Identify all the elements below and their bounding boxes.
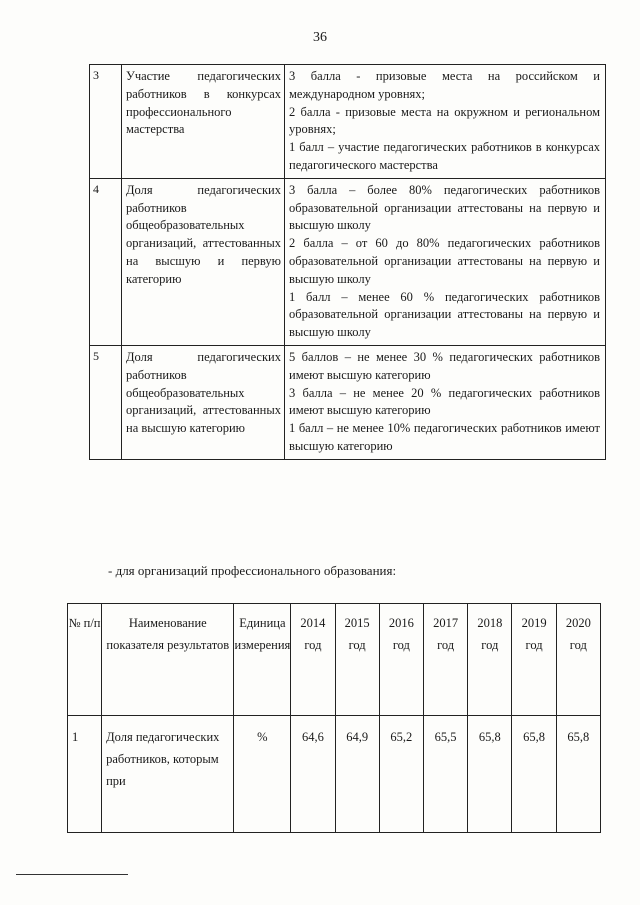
header-year: 2018 год	[468, 604, 512, 716]
header-name: Наименование показателя результатов	[102, 604, 234, 716]
header-year: 2019 год	[512, 604, 556, 716]
criterion-number: 4	[90, 178, 122, 345]
table-row	[90, 65, 606, 179]
footnote-divider	[16, 874, 128, 875]
criterion-scores	[285, 345, 606, 459]
score-item: 3 балла – более 80% педагогических работников образовательной организации аттестованы на первую и высшую школу	[289, 182, 600, 233]
row-value: 64,6	[291, 716, 335, 833]
row-value: 64,9	[335, 716, 379, 833]
row-value: 65,8	[468, 716, 512, 833]
criterion-number: 3	[90, 65, 122, 179]
criteria-table	[89, 64, 606, 460]
results-table	[67, 603, 601, 833]
row-value: 65,8	[512, 716, 556, 833]
score-item: 1 балл – не менее 10% педагогических работников имеют высшую категорию	[289, 421, 600, 453]
score-item: 3 балла – не менее 20 % педагогических работников имеют высшую категорию	[289, 385, 600, 418]
table-row	[90, 178, 606, 345]
score-item: 2 балла – от 60 до 80% педагогических работников образовательной организации аттестованы на первую и высшую школу	[289, 236, 600, 286]
score-item: 1 балл – менее 60 % педагогических работников образовательной организации аттестованы на первую и высшую школу	[289, 289, 600, 340]
score-item: 3 балла - призовые места на российском и международном уровнях;	[289, 69, 600, 101]
row-value: 65,8	[556, 716, 600, 833]
criterion-number: 5	[90, 345, 122, 459]
header-year: 2020 год	[556, 604, 600, 716]
header-year: 2014 год	[291, 604, 335, 716]
section-subheading: - для организаций профессионального образования:	[108, 563, 397, 578]
row-value: 65,2	[379, 716, 423, 833]
criterion-indicator: Доля педагогических работников общеобразовательных организаций, аттестованных на высшую и первую категорию	[122, 178, 285, 345]
score-item: 5 баллов – не менее 30 % педагогических работников имеют высшую категорию	[289, 349, 600, 382]
score-item: 1 балл – участие педагогических работников в конкурсах педагогического мастерства	[289, 140, 600, 172]
header-year: 2017 год	[423, 604, 467, 716]
header-year: 2015 год	[335, 604, 379, 716]
header-unit: Единица измерения	[234, 604, 291, 716]
row-unit: %	[234, 716, 291, 833]
criterion-scores	[285, 178, 606, 345]
results-header-row	[68, 604, 601, 716]
header-num: № п/п	[68, 604, 102, 716]
row-value: 65,5	[423, 716, 467, 833]
row-name: Доля педагогических работников, которым при	[102, 716, 234, 833]
criterion-indicator: Участие педагогических работников в конкурсах профессионального мастерства	[122, 65, 285, 179]
score-item: 2 балла - призовые места на окружном и региональном уровнях;	[289, 104, 600, 137]
header-year: 2016 год	[379, 604, 423, 716]
table-row	[68, 716, 601, 833]
criterion-indicator: Доля педагогических работников общеобразовательных организаций, аттестованных на высшую категорию	[122, 345, 285, 459]
page-number: 36	[313, 30, 327, 45]
criterion-scores	[285, 65, 606, 179]
table-row	[90, 345, 606, 459]
row-num: 1	[68, 716, 102, 833]
